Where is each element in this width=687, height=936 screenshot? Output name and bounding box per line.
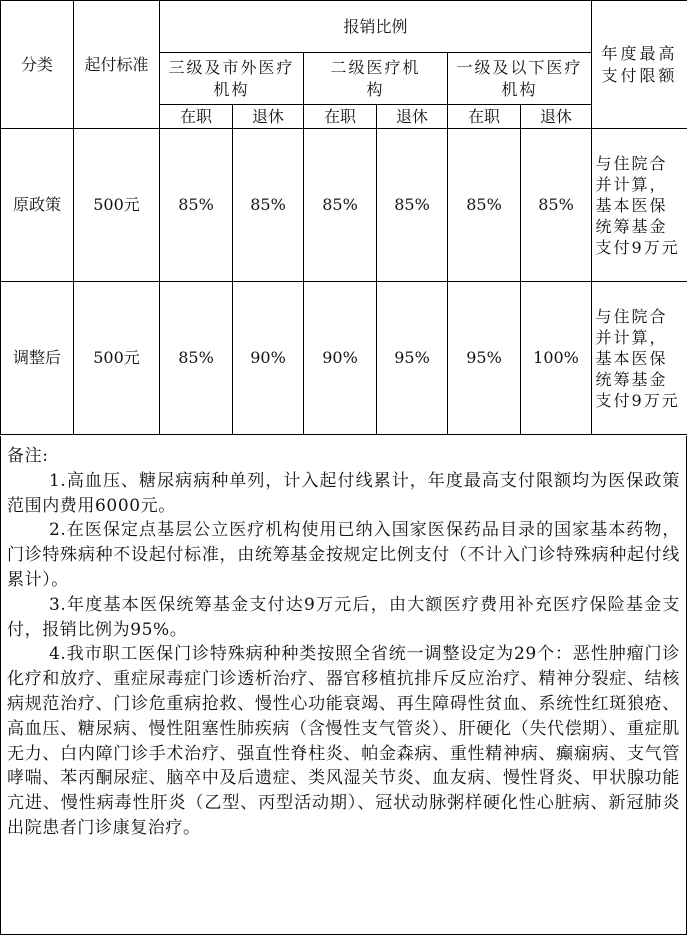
header-ratio: 报销比例	[160, 1, 592, 53]
row-limit-text: 与住院合并计算，基本医保统筹基金支付9万元	[595, 153, 680, 257]
note-item: 1.高血压、糖尿病病种单列，计入起付线累计，年度最高支付限额均为医保政策范围内费用6000元。	[7, 470, 680, 516]
ratio-cell: 95%	[448, 282, 521, 435]
header-level-2-text: 二级医疗机构	[330, 57, 421, 99]
ratio-cell: 85%	[304, 129, 377, 282]
status-active-l1: 在职	[448, 105, 521, 129]
header-level-3-text: 三级及市外医疗机构	[168, 57, 295, 99]
status-active-l2: 在职	[304, 105, 377, 129]
status-retired-l3: 退休	[233, 105, 304, 129]
notes-title: 备注:	[7, 446, 49, 466]
ratio-cell: 85%	[521, 129, 592, 282]
header-level-2	[304, 53, 448, 105]
ratio-cell: 85%	[233, 129, 304, 282]
row-category: 原政策	[1, 129, 74, 282]
table-row	[1, 129, 687, 282]
reimbursement-table	[0, 0, 687, 435]
status-retired-l1: 退休	[521, 105, 592, 129]
ratio-cell: 85%	[160, 129, 233, 282]
ratio-cell: 85%	[377, 129, 448, 282]
header-level-1	[448, 53, 592, 105]
ratio-cell: 90%	[233, 282, 304, 435]
status-retired-l2: 退休	[377, 105, 448, 129]
row-limit	[592, 129, 687, 282]
header-annual-limit-text: 年度最高支付限额	[601, 43, 678, 85]
header-level-3	[160, 53, 304, 105]
notes-section	[0, 436, 687, 935]
row-category: 调整后	[1, 282, 74, 435]
note-item: 3.年度基本医保统筹基金支付达9万元后，由大额医疗费用补充医疗保险基金支付，报销比例为95%。	[7, 594, 680, 640]
ratio-cell: 100%	[521, 282, 592, 435]
note-item: 2.在医保定点基层公立医疗机构使用已纳入国家医保药品目录的国家基本药物，门诊特殊病种不设起付标准，由统筹基金按规定比例支付（不计入门诊特殊病种起付线累计）。	[7, 520, 680, 590]
header-threshold: 起付标准	[74, 1, 160, 129]
header-annual-limit	[592, 1, 687, 129]
row-limit-text: 与住院合并计算，基本医保统筹基金支付9万元	[595, 306, 680, 410]
row-threshold: 500元	[74, 129, 160, 282]
note-item: 4.我市职工医保门诊特殊病种种类按照全省统一调整设定为29个：恶性肿瘤门诊化疗和放疗、重症尿毒症门诊透析治疗、器官移植抗排斥反应治疗、精神分裂症、结核病规范治疗、门诊危重病抢救、慢性心功能衰竭、再生障碍性贫血、系统性红斑狼疮、高血压、糖尿病、慢性阻塞性肺疾病（含慢性支气管炎）、肝硬化（失代偿期）、重症肌无力、白内障门诊手术治疗、强直性脊柱炎、帕金森病、重性精神病、癫痫病、支气管哮喘、苯丙酮尿症、脑卒中及后遗症、类风湿关节炎、血友病、慢性肾炎、甲状腺功能亢进、慢性病毒性肝炎（乙型、丙型活动期）、冠状动脉粥样硬化性心脏病、新冠肺炎出院患者门诊康复治疗。	[7, 644, 680, 838]
status-active-l3: 在职	[160, 105, 233, 129]
ratio-cell: 85%	[160, 282, 233, 435]
ratio-cell: 95%	[377, 282, 448, 435]
row-limit	[592, 282, 687, 435]
ratio-cell: 85%	[448, 129, 521, 282]
header-level-1-text: 一级及以下医疗机构	[456, 57, 583, 99]
table-row	[1, 282, 687, 435]
ratio-cell: 90%	[304, 282, 377, 435]
row-threshold: 500元	[74, 282, 160, 435]
header-category: 分类	[1, 1, 74, 129]
